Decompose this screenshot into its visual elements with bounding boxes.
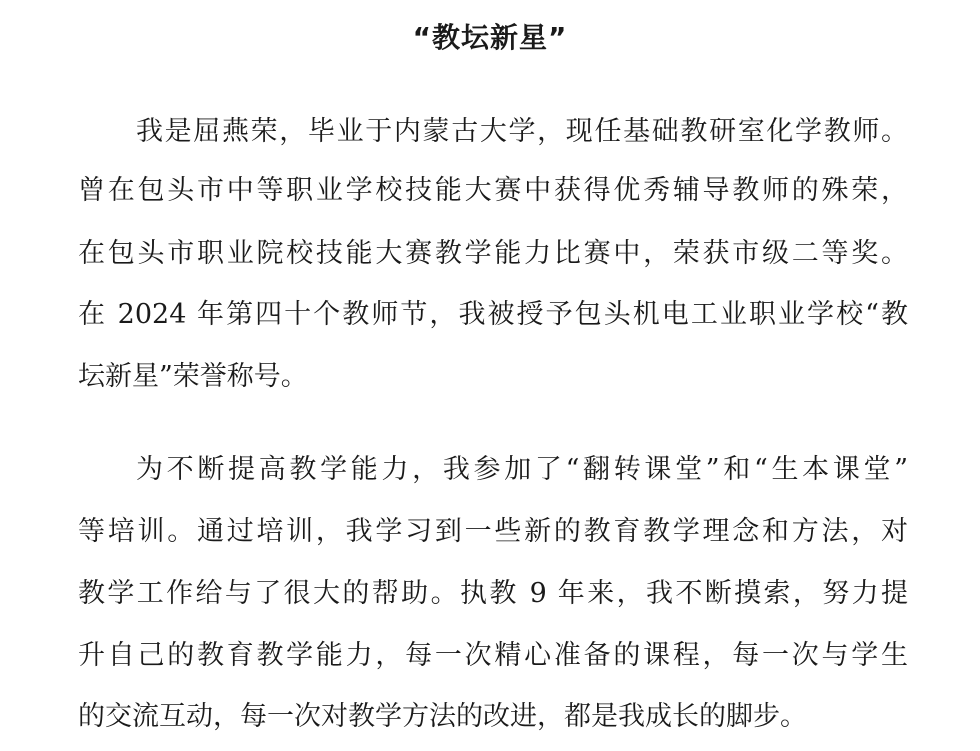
- paragraph-line: 的交流互动，每一次对教学方法的改进，都是我成长的脚步。: [78, 701, 807, 732]
- paragraph-line: 等培训。通过培训，我学习到一些新的教育教学理念和方法，对: [78, 516, 908, 547]
- paragraph-line: 在包头市职业院校技能大赛教学能力比赛中，荣获市级二等奖。: [78, 238, 908, 269]
- paragraph-line: 升自己的教育教学能力，每一次精心准备的课程，每一次与学生: [78, 640, 908, 671]
- paragraph-line: 为不断提高教学能力，我参加了“翻转课堂”和“生本课堂”: [136, 454, 908, 485]
- paragraph-line: 教学工作给与了很大的帮助。执教 9 年来，我不断摸索，努力提: [78, 578, 908, 609]
- document-title: “教坛新星”: [412, 21, 568, 54]
- paragraph-line: 曾在包头市中等职业学校技能大赛中获得优秀辅导教师的殊荣，: [78, 175, 908, 206]
- paragraph-line: 在 2024 年第四十个教师节，我被授予包头机电工业职业学校“教: [78, 299, 908, 330]
- paragraph-line: 我是屈燕荣，毕业于内蒙古大学，现任基础教研室化学教师。: [136, 116, 908, 147]
- paragraph-line: 坛新星”荣誉称号。: [78, 361, 308, 392]
